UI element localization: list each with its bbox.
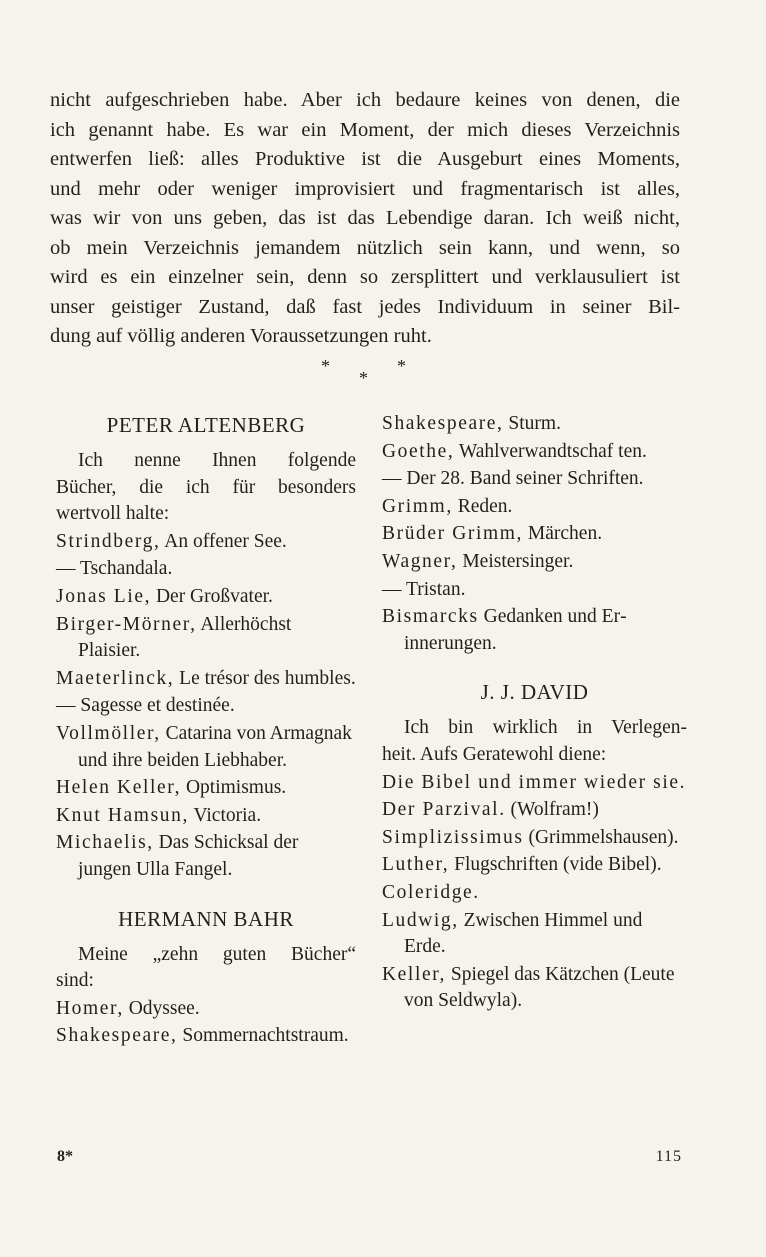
entry-title: Das Schicksal der jungen Ulla Fangel.: [78, 832, 299, 880]
signature-mark: 8*: [57, 1148, 73, 1165]
entry-author: Wagner,: [382, 550, 458, 572]
book-entry: [56, 996, 356, 1023]
book-entry: [382, 770, 687, 797]
entry-author: Simplizissimus: [382, 826, 524, 848]
entry-author: Homer,: [56, 997, 124, 1019]
book-entry: [382, 466, 687, 493]
intro-line: und mehr oder weniger improvisiert und fragmentarisch ist alles,: [50, 177, 680, 200]
entry-title: — Tristan.: [382, 578, 466, 600]
entry-title: Spiegel das Kätzchen (Leute von Seldwyla).: [404, 963, 675, 1012]
entry-title: Reden.: [452, 495, 513, 517]
entry-title: — Der 28. Band seiner Schriften.: [382, 468, 644, 490]
entry-author: Maeterlinck,: [56, 667, 175, 689]
intro-line: was wir von uns geben, das ist das Lebendige daran. Ich weiß nicht,: [50, 207, 680, 229]
entry-author: Bismarcks: [382, 606, 479, 628]
book-entry: [56, 830, 356, 883]
section-heading-bahr: HERMANN BAHR: [118, 906, 294, 931]
book-entry: [56, 529, 356, 556]
entry-title: — Sagesse et destinée.: [56, 695, 235, 717]
section-divider: [0, 352, 766, 392]
entry-author: Goethe,: [382, 440, 455, 462]
book-entry: [382, 521, 687, 548]
entry-title: Meistersinger.: [457, 550, 574, 572]
book-entry: [56, 775, 356, 802]
book-entry: [382, 852, 687, 879]
entry-title: Optimismus.: [181, 777, 287, 799]
entry-title: (Grimmelshausen).: [523, 826, 679, 848]
entry-author: Der Parzival.: [382, 799, 506, 821]
entry-title: Flugschriften (vide Bibel).: [449, 854, 662, 876]
book-entry: [56, 556, 356, 583]
intro-line: entwerfen ließ: alles Produktive ist die Ausgeburt eines Moments,: [50, 148, 680, 170]
bahr-intro: [56, 942, 356, 995]
entry-title: Odyssee.: [123, 997, 200, 1019]
para-line: Ich nenne Ihnen folgende: [78, 450, 356, 471]
asterisk: *: [321, 356, 330, 376]
entry-author: Ludwig,: [382, 909, 459, 931]
page-number: 115: [655, 1148, 682, 1165]
book-entry: [382, 411, 687, 438]
right-column: [382, 410, 687, 1016]
entry-author: Jonas Lie,: [56, 585, 152, 607]
entry-author: Brüder Grimm,: [382, 523, 524, 545]
entry-title: (Wolfram!): [505, 799, 599, 821]
asterisk: *: [397, 356, 406, 376]
book-entry: [382, 908, 687, 961]
intro-line: ob mein Verzeichnis jemandem nützlich sein kann, und wenn, so: [50, 236, 680, 259]
bahr-book-list: [56, 996, 356, 1050]
book-entry: [382, 962, 687, 1015]
para-line: Meine „zehn guten Bücher“: [78, 943, 356, 965]
book-entry: [56, 584, 356, 611]
para-line: wertvoll halte:: [56, 503, 170, 525]
entry-author: Birger-Mörner,: [56, 613, 197, 635]
book-entry: [56, 612, 356, 665]
entry-author: Shakespeare,: [56, 1025, 178, 1047]
book-entry: [382, 439, 687, 466]
intro-paragraph: [50, 86, 680, 352]
entry-author: Keller,: [382, 963, 447, 985]
entry-author: Shakespeare,: [382, 413, 504, 434]
entry-author: Coleridge.: [382, 881, 480, 903]
asterisk: *: [359, 368, 368, 388]
book-entry: [382, 494, 687, 521]
book-entry: [382, 880, 687, 907]
entry-title: Victoria.: [188, 804, 262, 826]
altenberg-intro: [56, 448, 356, 528]
book-entry: [56, 721, 356, 774]
entry-author: Die Bibel und immer wieder sie.: [382, 771, 687, 793]
entry-title: — Tschandala.: [56, 558, 173, 580]
entry-title: Zwischen Himmel und Erde.: [404, 909, 643, 958]
intro-line: unser geistiger Zustand, daß fast jedes Individuum in seiner Bil-: [50, 295, 680, 318]
entry-title: Gedanken und Erinnerungen.: [404, 606, 627, 654]
david-book-list: [382, 770, 687, 1015]
book-entry: [382, 604, 687, 657]
para-line: sind:: [56, 970, 94, 992]
book-entry: [56, 693, 356, 720]
intro-line: wird es ein einzelner sein, denn so zersplittert und verklausuliert ist: [50, 266, 680, 288]
altenberg-book-list: [56, 529, 356, 884]
entry-author: Michaelis,: [56, 832, 154, 854]
entry-author: Knut Hamsun,: [56, 804, 189, 826]
book-entry: [56, 1023, 356, 1050]
entry-author: Helen Keller,: [56, 777, 182, 799]
book-entry: [56, 803, 356, 830]
para-line: Ich bin wirklich in Verlegen-: [404, 717, 687, 739]
entry-author: Luther,: [382, 854, 450, 876]
entry-title: Le trésor des humbles.: [174, 667, 356, 689]
entry-title: Wahlverwandtschaf ten.: [454, 440, 647, 462]
david-intro: [382, 715, 687, 768]
entry-title: Sturm.: [503, 413, 561, 434]
book-entry: [382, 549, 687, 576]
bahr-book-list-continued: [382, 411, 687, 657]
para-line: heit. Aufs Geratewohl diene:: [382, 743, 607, 765]
left-column: [56, 410, 356, 1051]
section-heading-david: J. J. DAVID: [480, 680, 589, 705]
book-entry: [382, 825, 687, 852]
entry-title: Märchen.: [523, 523, 603, 545]
section-heading-altenberg: PETER ALTENBERG: [106, 413, 306, 437]
entry-author: Vollmöller,: [56, 722, 161, 744]
book-entry: [56, 666, 356, 693]
entry-title: Der Großvater.: [151, 585, 273, 607]
intro-line: dung auf völlig anderen Voraussetzungen ruht.: [50, 325, 432, 347]
book-entry: [382, 797, 687, 824]
entry-author: Grimm,: [382, 495, 453, 517]
entry-title: Allerhöchst Plaisier.: [78, 613, 292, 662]
entry-title: An offener See.: [160, 530, 287, 552]
entry-title: Sommernachtstraum.: [177, 1025, 349, 1047]
entry-title: Catarina von Armagnak und ihre beiden Liebhaber.: [78, 722, 352, 771]
entry-author: Strindberg,: [56, 530, 161, 552]
intro-line: nicht aufgeschrieben habe. Aber ich bedaure keines von denen, die: [50, 89, 680, 111]
book-entry: [382, 577, 687, 604]
para-line: Bücher, die ich für besonders: [56, 476, 356, 498]
intro-line: ich genannt habe. Es war ein Moment, der mich dieses Verzeichnis: [50, 118, 680, 141]
